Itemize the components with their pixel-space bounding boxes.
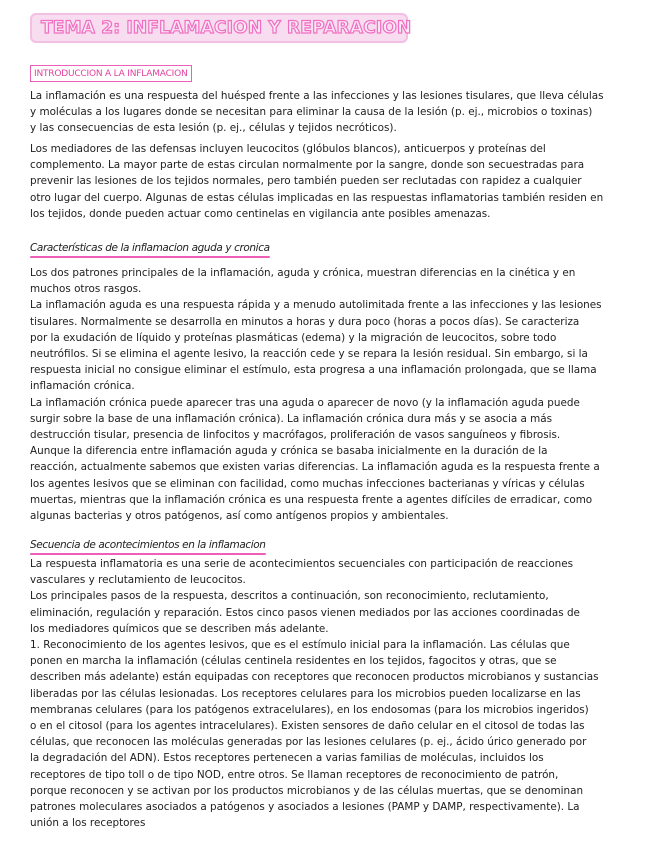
text-line: La inflamación es una respuesta del huésped frente a las infecciones y las lesiones tisulares, que lleva células bbox=[30, 90, 604, 102]
text-line: y las consecuencias de esta lesión (p. ej., células y tejidos necróticos). bbox=[30, 122, 397, 135]
text-line: describen más adelante) están equipadas con receptores que reconocen productos microbianos y sustancias bbox=[30, 671, 599, 684]
text-line: Los mediadores de las defensas incluyen leucocitos (glóbulos blancos), anticuerpos y proteínas del bbox=[30, 143, 546, 155]
section-heading-sequence bbox=[30, 539, 266, 552]
section-heading-intro-text: INTRODUCCION A LA INFLAMACION bbox=[34, 68, 188, 79]
text-line: ponen en marcha la inflamación (células centinela residentes en los tejidos, fagocitos y otras, que se bbox=[30, 655, 557, 668]
text-line: células, que reconocen las moléculas generadas por las lesiones celulares (p. ej., ácido úrico generado por bbox=[30, 736, 587, 749]
text-line: algunas bacterias y otros patógenos, así como antígenos propios y ambientales. bbox=[30, 510, 449, 523]
text-line: otro lugar del cuerpo. Algunas de estas células implicadas en las respuestas inflamatorias también residen en bbox=[30, 191, 604, 204]
text-line: membranas celulares (para los patógenos extracelulares), en los endosomas (para los microbios ingeridos) bbox=[30, 703, 589, 716]
text-line: unión a los receptores bbox=[30, 817, 146, 830]
paragraph-characteristics bbox=[30, 265, 642, 524]
page-title: TEMA 2: INFLAMACION Y REPARACION bbox=[41, 18, 412, 38]
text-line: la degradación del ADN). Estos receptores pertenecen a varias familias de moléculas, incluidos los bbox=[30, 752, 544, 765]
text-line: surgir sobre la base de una inflamación crónica). La inflamación crónica dura más y se asocia a más bbox=[30, 412, 553, 425]
text-line: destrucción tisular, presencia de linfocitos y macrófagos, proliferación de vasos sanguíneos y fibrosis. bbox=[30, 429, 561, 442]
text-line: los tejidos, donde pueden actuar como centinelas en vigilancia ante posibles amenazas. bbox=[30, 207, 491, 220]
text-line: vasculares y reclutamiento de leucocitos. bbox=[30, 574, 246, 587]
text-line: o en el citosol (para los agentes intracelulares). Existen sensores de daño celular en el citosol de todas las bbox=[30, 720, 585, 733]
text-line: complemento. La mayor parte de estas circulan normalmente por la sangre, donde son secuestradas para bbox=[30, 159, 585, 172]
text-line: tisulares. Normalmente se desarrolla en minutos a horas y dura poco (horas a pocos días). Se caracteriza bbox=[30, 315, 580, 328]
text-line: Aunque la diferencia entre inflamación aguda y crónica se basaba inicialmente en la duración de la bbox=[30, 445, 548, 458]
text-line: los mediadores químicos que se describen más adelante. bbox=[30, 622, 329, 635]
text-line: porque reconocen y se activan por los productos microbianos y de las células muertas, que se denominan bbox=[30, 784, 584, 797]
text-line: liberadas por las células lesionadas. Los receptores celulares para los microbios pueden localizarse en las bbox=[30, 687, 581, 700]
paragraph-sequence bbox=[30, 556, 642, 831]
heading-underline bbox=[30, 553, 266, 555]
text-line: los agentes lesivos que se eliminan con facilidad, como muchas infecciones bacterianas y víricas y células bbox=[30, 477, 585, 490]
text-line: respuesta inicial no consigue eliminar el estímulo, esta progresa a una inflamación prolongada, que se llama bbox=[30, 364, 597, 377]
section-heading-intro bbox=[30, 65, 192, 82]
heading-underline bbox=[30, 256, 270, 258]
text-line: inflamación crónica. bbox=[30, 380, 135, 393]
text-line: Los dos patrones principales de la inflamación, aguda y crónica, muestran diferencias en la cinética y en bbox=[30, 267, 576, 279]
section-heading-sequence-text: Secuencia de acontecimientos en la inflamacion bbox=[30, 539, 266, 551]
paragraph-intro-2 bbox=[30, 141, 642, 222]
text-line: prevenir las lesiones de los tejidos normales, pero también pueden ser reclutadas con rapidez a cualquier bbox=[30, 175, 582, 188]
section-heading-characteristics bbox=[30, 242, 270, 255]
text-line: muertas, mientras que la inflamación crónica es una respuesta frente a agentes difíciles de erradicar, como bbox=[30, 493, 593, 506]
text-line: La inflamación aguda es una respuesta rápida y a menudo autolimitada frente a las infecciones y las lesiones bbox=[30, 299, 602, 312]
text-line: reacción, actualmente sabemos que existen varias diferencias. La inflamación aguda es la respuesta frente a bbox=[30, 461, 600, 474]
section-heading-characteristics-text: Características de la inflamacion aguda y cronica bbox=[30, 242, 270, 254]
text-line: por la exudación de líquido y proteínas plasmáticas (edema) y la migración de leucocitos, sobre todo bbox=[30, 331, 557, 344]
text-line: eliminación, regulación y reparación. Estos cinco pasos vienen mediados por las acciones coordinadas de bbox=[30, 606, 580, 619]
paragraph-intro-1 bbox=[30, 88, 642, 137]
text-line: y moléculas a los lugares donde se necesitan para eliminar la causa de la lesión (p. ej., microbios o toxinas) bbox=[30, 106, 593, 119]
text-line: neutrófilos. Si se elimina el agente lesivo, la reacción cede y se repara la lesión residual. Sin embargo, si la bbox=[30, 348, 588, 361]
text-line: patrones moleculares asociados a patógenos y asociados a lesiones (PAMP y DAMP, respectivamente). La bbox=[30, 801, 580, 814]
text-line: La inflamación crónica puede aparecer tras una aguda o aparecer de novo (y la inflamación aguda puede bbox=[30, 396, 580, 409]
text-line: muchos otros rasgos. bbox=[30, 283, 142, 296]
text-line: 1. Reconocimiento de los agentes lesivos, que es el estímulo inicial para la inflamación. Las células que bbox=[30, 639, 570, 652]
text-line: receptores de tipo toll o de tipo NOD, entre otros. Se llaman receptores de reconocimiento de patrón, bbox=[30, 768, 559, 781]
text-line: Los principales pasos de la respuesta, descritos a continuación, son reconocimiento, reclutamiento, bbox=[30, 590, 549, 603]
text-line: La respuesta inflamatoria es una serie de acontecimientos secuenciales con participación de reacciones bbox=[30, 558, 574, 570]
title-banner bbox=[30, 13, 412, 43]
